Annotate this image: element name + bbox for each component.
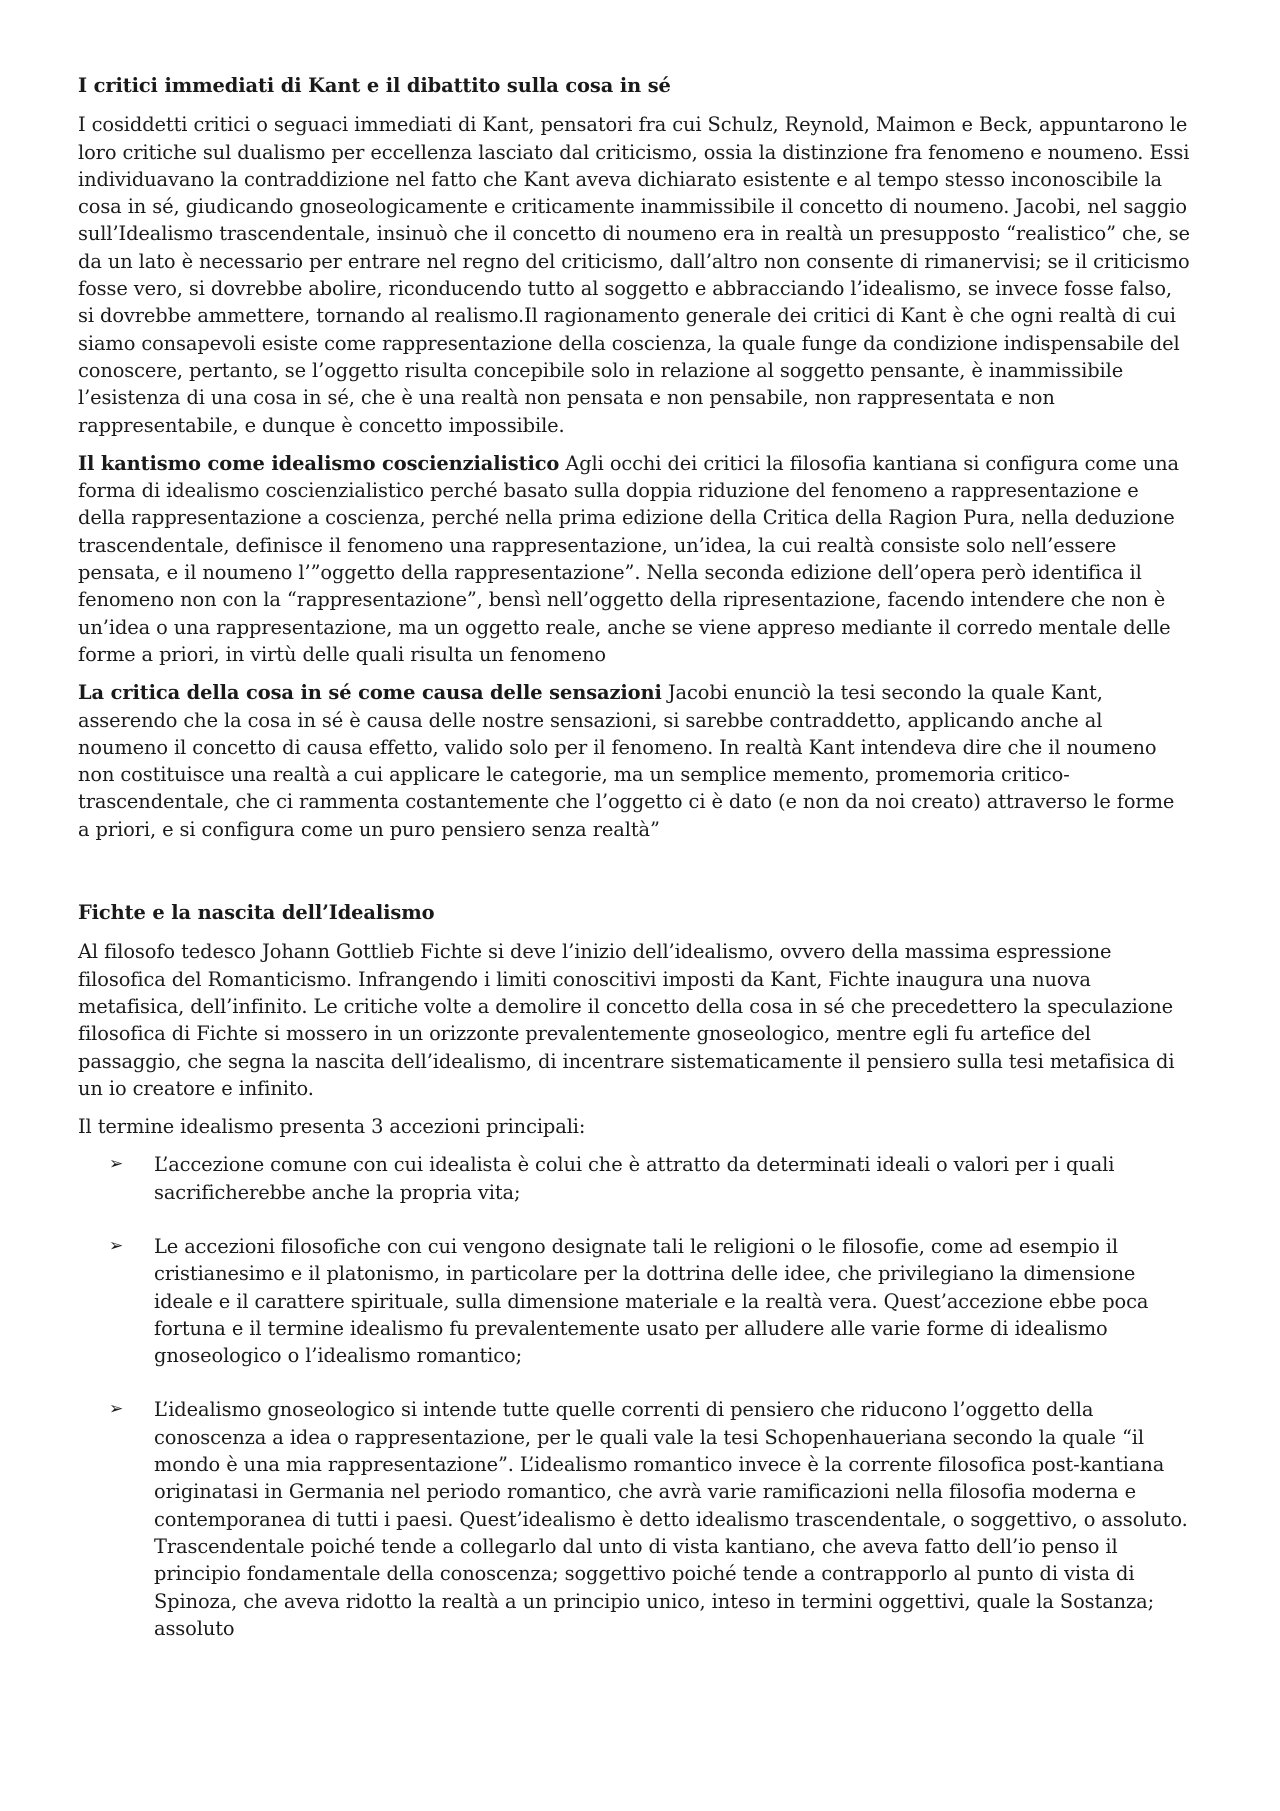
section-spacer bbox=[78, 854, 1190, 899]
section-title-fichte: Fichte e la nascita dell’Idealismo bbox=[78, 901, 435, 925]
list-item bbox=[78, 1151, 1190, 1206]
list-item bbox=[78, 1396, 1190, 1642]
paragraph-thing-in-itself-text: Jacobi enunciò la tesi secondo la quale Kant, asserendo che la cosa in sé è causa delle nostre sensazioni, si sarebbe contraddetto, applicando anche al noumeno il concetto di causa effetto, valido solo per il fenomeno. In realtà Kant intendeva dire che il noumeno non costituisce una realtà a cui applicare le categorie, ma un semplice memento, promemoria critico-trascendentale, che ci rammenta costantemente che l’oggetto ci è dato (e non da noi creato) attraverso le forme a priori, e si configura come un puro pensiero senza realtà” bbox=[78, 681, 1175, 841]
paragraph-kantism-idealism bbox=[78, 450, 1190, 668]
list-item-text: L’idealismo gnoseologico si intende tutte quelle correnti di pensiero che riducono l’oggetto della conoscenza a idea o rappresentazione, per le quali vale la tesi Schopenhaueriana secondo la quale “il mondo è una mia rappresentazione”. L’idealismo romantico invece è la corrente filosofica post-kantiana originatasi in Germania nel periodo romantico, che avrà varie ramificazioni nella filosofia moderna e contemporanea di tutti i paesi. Quest’idealismo è detto idealismo trascendentale, o soggettivo, o assoluto. Trascendentale poiché tende a collegarlo dal unto di vista kantiano, che aveva fatto dell’io penso il principio fondamentale della conoscenza; soggettivo poiché tende a contrapporlo al punto di vista di Spinoza, che aveva ridotto la realtà a un principio unico, inteso in termini oggettivi, quale la Sostanza; assoluto bbox=[154, 1398, 1188, 1640]
list-item-text: Le accezioni filosofiche con cui vengono designate tali le religioni o le filosofie, come ad esempio il cristianesimo e il platonismo, in particolare per la dottrina delle idee, che privilegiano la dimensione ideale e il carattere spirituale, sulla dimensione materiale e la realtà vera. Quest’accezione ebbe poca fortuna e il termine idealismo fu prevalentemente usato per alludere alle varie forme di idealismo gnoseologico o l’idealismo romantico; bbox=[154, 1234, 1149, 1368]
list-item-text: L’accezione comune con cui idealista è colui che è attratto da determinati ideali o valori per i quali sacrificherebbe anche la propria vita; bbox=[154, 1153, 1115, 1204]
idealism-meanings-list bbox=[78, 1151, 1190, 1642]
arrowhead-bullet-icon: ➢ bbox=[109, 1235, 124, 1256]
section-title-kant-critics: I critici immediati di Kant e il dibattito sulla cosa in sé bbox=[78, 74, 671, 97]
paragraph-critics-intro: I cosiddetti critici o seguaci immediati di Kant, pensatori fra cui Schulz, Reynold, Maimon e Beck, appuntarono le loro critiche sul dualismo per eccellenza lasciato dal criticismo, ossia la distinzione fra fenomeno e noumeno. Essi individuavano la contraddizione nel fatto che Kant aveva dichiarato esistente e al tempo stesso inconoscibile la cosa in sé, giudicando gnoseologicamente e criticamente inammissibile il concetto di noumeno. Jacobi, nel saggio sull’Idealismo trascendentale, insinuò che il concetto di noumeno era in realtà un presupposto “realistico” che, se da un lato è necessario per entrare nel regno del criticismo, dall’altro non consente di rimanervisi; se il criticismo fosse vero, si dovrebbe abolire, riconducendo tutto al soggetto e abbracciando l’idealismo, se invece fosse falso, si dovrebbe ammettere, tornando al realismo.Il ragionamento generale dei critici di Kant è che ogni realtà di cui siamo consapevoli esiste come rappresentazione della coscienza, la quale funge da condizione indispensabile del conoscere, pertanto, se l’oggetto risulta concepibile solo in relazione al soggetto pensante, è inammissibile l’esistenza di una cosa in sé, che è una realtà non pensata e non pensabile, non rappresentata e non rappresentabile, e dunque è concetto impossibile. bbox=[78, 113, 1190, 437]
inline-heading-kantism: Il kantismo come idealismo coscienzialistico bbox=[78, 451, 560, 475]
arrowhead-bullet-icon: ➢ bbox=[109, 1154, 124, 1175]
list-item bbox=[78, 1233, 1190, 1369]
document-page bbox=[78, 72, 1190, 1669]
arrowhead-bullet-icon: ➢ bbox=[109, 1399, 124, 1420]
paragraph-thing-in-itself-cause bbox=[78, 679, 1190, 843]
paragraph-idealism-meanings: Il termine idealismo presenta 3 accezioni principali: bbox=[78, 1115, 586, 1139]
paragraph-kantism-text: Agli occhi dei critici la filosofia kantiana si configura come una forma di idealismo coscienzialistico perché basato sulla doppia riduzione del fenomeno a rappresentazione e della rappresentazione a coscienza, perché nella prima edizione della Critica della Ragion Pura, nella deduzione trascendentale, definisce il fenomeno una rappresentazione, un’idea, la cui realtà consiste solo nell’essere pensata, e il noumeno l’”oggetto della rappresentazione”. Nella seconda edizione dell’opera però identifica il fenomeno non con la “rappresentazione”, bensì nell’oggetto della ripresentazione, facendo intendere che non è un’idea o una rappresentazione, ma un oggetto reale, anche se viene appreso mediante il corredo mentale delle forme a priori, in virtù delle quali risulta un fenomeno bbox=[78, 451, 1179, 666]
paragraph-fichte-intro: Al filosofo tedesco Johann Gottlieb Fichte si deve l’inizio dell’idealismo, ovvero della massima espressione filosofica del Romanticismo. Infrangendo i limiti conoscitivi imposti da Kant, Fichte inaugura una nuova metafisica, dell’infinito. Le critiche volte a demolire il concetto della cosa in sé che precedettero la speculazione filosofica di Fichte si mossero in un orizzonte prevalentemente gnoseologico, mentre egli fu artefice del passaggio, che segna la nascita dell’idealismo, di incentrare sistematicamente il pensiero sulla tesi metafisica di un io creatore e infinito. bbox=[78, 940, 1175, 1100]
inline-heading-thing-in-itself: La critica della cosa in sé come causa delle sensazioni bbox=[78, 681, 662, 705]
